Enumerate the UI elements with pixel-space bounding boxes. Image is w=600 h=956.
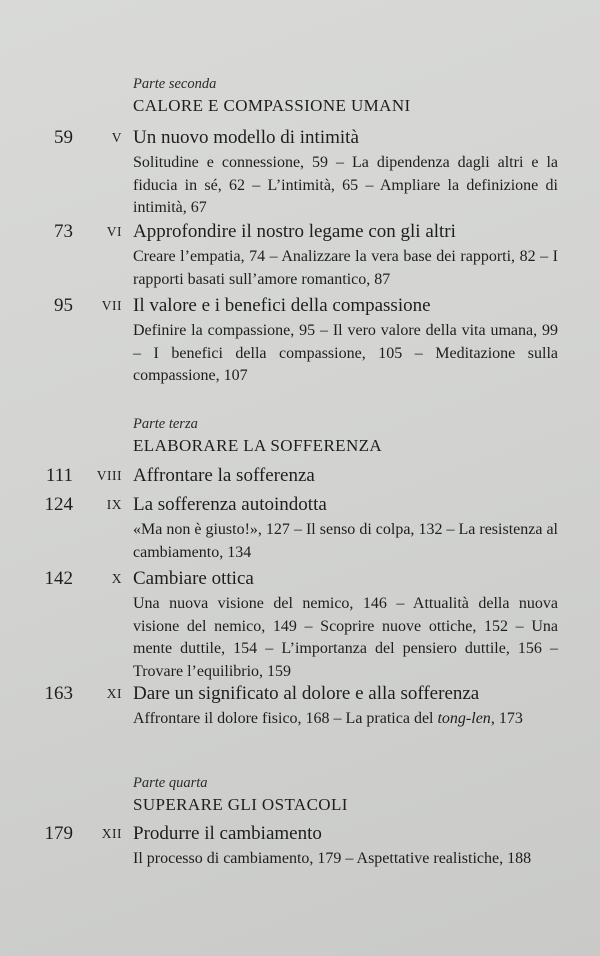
chapter-page-number: 179 [44,823,73,844]
chapter-title: Cambiare ottica [133,568,254,589]
part-title: ELABORARE LA SOFFERENZA [133,436,383,455]
chapter-roman-numeral: V [111,130,122,145]
chapter-title: Produrre il cambiamento [133,823,322,844]
chapter-title: La sofferenza autoindotta [133,494,327,515]
chapter-page-number: 163 [44,683,73,704]
part-heading-quarta [133,774,348,816]
chapter-subsections: Una nuova visione del nemico, 146 – Attualità della nuova visione del nemico, 149 – Scoprire nuove ottiche, 152 – Una mente duttile, 154 – L’importanza del pensiero duttile, 156 – Trovare l’equilibrio, 159 [133,595,558,680]
chapter-page-number: 95 [54,295,73,316]
chapter-page-number: 111 [45,465,73,486]
chapter-page-number: 59 [54,127,73,148]
chapter-title: Il valore e i benefici della compassione [133,295,431,316]
chapter-title: Un nuovo modello di intimità [133,127,359,148]
part-label: Parte quarta [133,775,208,791]
subsections-text: , 173 [490,710,523,727]
chapter-subsections: «Ma non è giusto!», 127 – Il senso di colpa, 132 – La resistenza al cambiamento, 134 [133,521,558,561]
chapter-page-number: 73 [54,221,73,242]
chapter-roman-numeral: X [111,571,122,586]
chapter-roman-numeral: XII [101,826,122,841]
chapter-roman-numeral: VII [101,298,122,313]
chapter-title: Dare un significato al dolore e alla sofferenza [133,683,480,704]
part-title: SUPERARE GLI OSTACOLI [133,795,348,814]
chapter-subsections [133,708,558,731]
chapter-roman-numeral: IX [106,497,122,512]
part-label: Parte seconda [133,76,217,92]
subsections-text: Affrontare il dolore fisico, 168 – La pratica del [133,710,438,727]
part-heading-terza [133,415,382,457]
chapter-roman-numeral: VIII [96,468,122,483]
chapter-title: Affrontare la sofferenza [133,465,315,486]
part-title: CALORE E COMPASSIONE UMANI [133,96,411,115]
chapter-page-number: 124 [44,494,73,515]
subsections-italic-term: tong-len [437,710,491,727]
part-heading-seconda [133,75,411,117]
chapter-subsections: Creare l’empatia, 74 – Analizzare la vera base dei rapporti, 82 – I rapporti basati sull’amore romantico, 87 [133,248,558,288]
chapter-title: Approfondire il nostro legame con gli altri [133,221,456,242]
chapter-subsections: Solitudine e connessione, 59 – La dipendenza dagli altri e la fiducia in sé, 62 – L’intimità, 65 – Ampliare la definizione di intimità, 67 [133,154,558,216]
chapter-subsections: Il processo di cambiamento, 179 – Aspettative realistiche, 188 [133,850,532,867]
part-label: Parte terza [133,416,198,432]
chapter-roman-numeral: VI [106,224,122,239]
chapter-subsections: Definire la compassione, 95 – Il vero valore della vita umana, 99 – I benefici della compassione, 105 – Meditazione sulla compassione, 107 [133,322,558,384]
chapter-roman-numeral: XI [106,686,122,701]
chapter-page-number: 142 [44,568,73,589]
